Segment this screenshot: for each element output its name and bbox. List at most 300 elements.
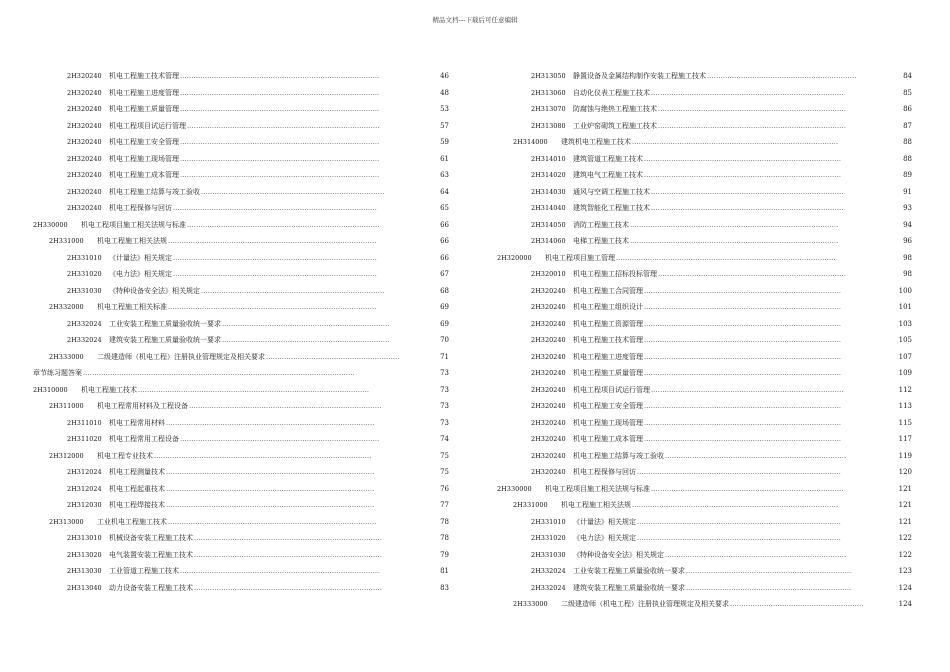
toc-entry-page: 66 — [440, 220, 449, 229]
toc-entry-code: 2H320240 — [531, 352, 566, 361]
toc-entry-page: 73 — [440, 418, 449, 427]
toc-entry-code: 2H320010 — [531, 270, 566, 278]
toc-entry-page: 61 — [440, 154, 449, 163]
toc-entry-title: 静置设备及金属结构制作安装工程施工技术 — [573, 72, 706, 80]
toc-entry-title: 机电工程施工相关法规 — [561, 501, 631, 509]
toc-entry-code: 2H320240 — [531, 303, 566, 311]
toc-entry-title: 机电工程保修与回访 — [573, 468, 636, 476]
toc-entry[interactable] — [497, 497, 912, 514]
toc-entry-code: 2H313020 — [67, 550, 102, 559]
toc-entry-title: 机电工程项目试运行管理 — [573, 385, 650, 394]
toc-entry-code: 2H313060 — [531, 88, 566, 97]
toc-entry-title: 工业安装工程施工质量验收统一要求 — [109, 319, 221, 328]
toc-entry-page: 73 — [440, 385, 449, 394]
toc-entry-code: 2H320240 — [531, 418, 566, 427]
toc-entry[interactable] — [497, 514, 912, 531]
toc-entry-code: 2H332024 — [531, 567, 566, 575]
toc-entry-code: 2H333000 — [49, 352, 84, 361]
toc-entry-page: 109 — [898, 369, 912, 377]
dot-leader: ................................................................................. — [201, 286, 385, 295]
toc-entry-title: 机电工程施工安全管理 — [573, 402, 643, 410]
dot-leader: .......................................................................................... — [173, 253, 377, 262]
toc-entry[interactable] — [33, 514, 449, 531]
toc-entry-page: 119 — [898, 451, 912, 460]
toc-entry[interactable] — [33, 266, 449, 283]
toc-entry-page: 121 — [898, 517, 912, 526]
dot-leader: ........................................................................................ — [180, 138, 380, 146]
toc-entry-page: 78 — [440, 534, 449, 542]
toc-entry-code: 2H320240 — [67, 138, 102, 146]
toc-entry-code: 2H314030 — [531, 187, 566, 196]
dot-leader: ................................................................................................. — [616, 253, 836, 262]
toc-entry[interactable] — [497, 151, 912, 168]
toc-entry[interactable] — [33, 398, 449, 415]
dot-leader: ....................................................................................... — [644, 435, 842, 443]
toc-entry-code: 2H331030 — [531, 550, 566, 559]
toc-entry-page: 93 — [903, 204, 912, 212]
toc-entry-page: 123 — [898, 567, 912, 575]
toc-entry-code: 2H314060 — [531, 237, 566, 245]
dot-leader: ........................................................................................ — [180, 435, 380, 443]
toc-entry-code: 2H332000 — [49, 303, 84, 311]
toc-entry[interactable] — [497, 233, 912, 250]
toc-entry-page: 103 — [898, 319, 912, 328]
toc-entry-title: 机电工程常用工程设备 — [109, 435, 179, 443]
toc-entry[interactable] — [497, 316, 912, 333]
dot-leader: ........................................................................................ — [180, 567, 380, 575]
dot-leader: ....................................................................................... — [644, 154, 842, 163]
dot-leader: ............................................................................................ — [166, 468, 375, 476]
toc-entry-page: 68 — [440, 286, 449, 295]
toc-entry-page: 69 — [440, 319, 449, 328]
toc-entry-title: 机电工程专业技术 — [97, 451, 153, 460]
toc-entry-code: 2H314010 — [531, 154, 566, 163]
toc-entry-title: 《计量法》相关规定 — [573, 517, 636, 526]
toc-entry-page: 64 — [440, 187, 449, 196]
toc-entry-page: 122 — [898, 550, 912, 559]
toc-entry[interactable] — [497, 464, 912, 481]
toc-entry-title: 机电工程施工技术 — [81, 385, 137, 394]
toc-entry-title: 机电工程施工结算与竣工验收 — [109, 187, 200, 196]
toc-entry-title: 机电工程测量技术 — [109, 468, 165, 476]
toc-entry-title: 机电工程施工招标投标管理 — [573, 270, 657, 278]
toc-entry-page: 112 — [898, 385, 912, 394]
dot-leader: ................................................................................... — [194, 534, 383, 542]
dot-leader: ................................................................................ — [665, 550, 847, 559]
toc-entry-code: 2H312030 — [67, 501, 102, 509]
dot-leader: ................................................................................... — [658, 105, 847, 113]
toc-entry-code: 2H320240 — [67, 121, 102, 130]
dot-leader: ....................................................................................... — [644, 303, 842, 311]
toc-entry-title: 建筑机电工程施工技术 — [561, 138, 631, 146]
toc-entry-page: 98 — [903, 253, 912, 262]
toc-entry[interactable] — [497, 596, 912, 613]
dot-leader: ..................................................................................... — [187, 121, 380, 130]
toc-entry[interactable] — [33, 283, 449, 300]
toc-entry-code: 2H313070 — [531, 105, 566, 113]
toc-entry[interactable] — [497, 563, 912, 580]
toc-entry[interactable] — [497, 365, 912, 382]
toc-entry[interactable] — [33, 184, 449, 201]
toc-entry-page: 70 — [440, 336, 449, 344]
toc-entry-code: 2H314020 — [531, 171, 566, 179]
toc-entry-page: 74 — [440, 435, 449, 443]
toc-entry-title: 二级建造师（机电工程）注册执业管理规定及相关要求 — [561, 600, 729, 608]
toc-entry-page: 76 — [440, 484, 449, 493]
toc-entry-page: 83 — [440, 583, 449, 592]
toc-entry-code: 2H332024 — [67, 336, 102, 344]
toc-entry-title: 工业管道工程施工技术 — [109, 567, 179, 575]
toc-entry[interactable] — [33, 200, 449, 217]
dot-leader: .......................................................................................... — [173, 204, 377, 212]
toc-entry-title: 《特种设备安全法》相关规定 — [573, 550, 664, 559]
toc-entry-title: 机电工程施工技术管理 — [573, 336, 643, 344]
dot-leader: ........................................................................................................................ — [83, 369, 355, 377]
toc-entry[interactable] — [497, 134, 912, 151]
toc-entry-code: 2H320240 — [67, 105, 102, 113]
toc-entry-title: 消防工程施工技术 — [573, 220, 629, 229]
toc-entry-title: 《电力法》相关规定 — [109, 270, 172, 278]
toc-entry-code: 2H313040 — [67, 583, 102, 592]
toc-entry[interactable] — [497, 431, 912, 448]
toc-entry-page: 91 — [903, 187, 912, 196]
toc-entry[interactable] — [33, 233, 449, 250]
toc-entry-page: 65 — [440, 204, 449, 212]
toc-entry-page: 46 — [440, 72, 449, 80]
toc-entry-page: 94 — [903, 220, 912, 229]
dot-leader: ........................................................... — [730, 600, 864, 608]
toc-entry-page: 105 — [898, 336, 912, 344]
dot-leader: ......................................................................... — [686, 567, 852, 575]
toc-entry[interactable] — [497, 580, 912, 597]
toc-entry-code: 2H311020 — [67, 435, 102, 443]
toc-entry-page: 73 — [440, 402, 449, 410]
toc-entry[interactable] — [33, 332, 449, 349]
dot-leader: ........................................................... — [266, 352, 400, 361]
dot-leader: ............................................................................................ — [630, 237, 839, 245]
dot-leader: ..................................................................................... — [651, 204, 844, 212]
toc-entry-page: 71 — [440, 352, 449, 361]
toc-entry-code: 2H311000 — [49, 402, 84, 410]
dot-leader: ........................................................................................ — [180, 105, 380, 113]
toc-entry-code: 2H331000 — [513, 501, 548, 509]
dot-leader: ....................................................................................... — [644, 369, 842, 377]
toc-entry[interactable] — [497, 167, 912, 184]
dot-leader: ..................................................................................... — [651, 484, 844, 493]
toc-entry-title: 自动化仪表工程施工技术 — [573, 88, 650, 97]
toc-entry[interactable] — [497, 415, 912, 432]
toc-entry[interactable] — [497, 101, 912, 118]
toc-entry[interactable] — [33, 85, 449, 102]
toc-entry-page: 121 — [898, 501, 912, 509]
toc-entry-code: 2H310000 — [33, 385, 68, 394]
toc-entry-page: 117 — [898, 435, 912, 443]
toc-entry-code: 2H332024 — [67, 319, 102, 328]
toc-entry[interactable] — [497, 250, 912, 267]
toc-entry-title: 建筑安装工程施工质量验收统一要求 — [573, 583, 685, 592]
dot-leader: .......................................................................................... — [173, 270, 377, 278]
toc-entry[interactable] — [33, 316, 449, 333]
dot-leader: ............................................................................................ — [166, 501, 375, 509]
toc-entry-code: 2H313000 — [49, 517, 84, 526]
toc-entry-page: 53 — [440, 105, 449, 113]
toc-entry-title: 通风与空调工程施工技术 — [573, 187, 650, 196]
toc-entry-page: 101 — [898, 303, 912, 311]
toc-entry[interactable] — [497, 398, 912, 415]
toc-entry-page: 75 — [440, 451, 449, 460]
toc-entry-code: 2H320240 — [531, 286, 566, 295]
toc-entry[interactable] — [497, 349, 912, 366]
toc-entry-code: 2H320240 — [67, 72, 102, 80]
toc-entry-title: 工业机电工程施工技术 — [97, 517, 167, 526]
toc-entry-page: 87 — [903, 121, 912, 130]
toc-entry-code: 2H314050 — [531, 220, 566, 229]
toc-entry-title: 机电工程项目施工相关法规与标准 — [81, 220, 186, 229]
toc-entry-code: 2H331010 — [67, 253, 102, 262]
toc-entry-page: 73 — [440, 369, 449, 377]
toc-entry-page: 67 — [440, 270, 449, 278]
dot-leader: ................................................................................... — [658, 121, 847, 130]
toc-entry-title: 动力设备安装工程施工技术 — [109, 583, 193, 592]
toc-entry-page: 66 — [440, 253, 449, 262]
dot-leader: ........................................................................................ — [180, 154, 380, 163]
dot-leader: ...................................................................................................... — [138, 385, 370, 394]
dot-leader: ........................................................................................ — [180, 171, 380, 179]
toc-entry-page: 113 — [898, 402, 912, 410]
toc-entry-code: 2H331030 — [67, 286, 102, 295]
toc-entry-title: 机电工程项目施工管理 — [545, 253, 615, 262]
toc-entry-page: 120 — [898, 468, 912, 476]
toc-entry[interactable] — [497, 448, 912, 465]
toc-entry-page: 81 — [440, 567, 449, 575]
toc-entry[interactable] — [33, 167, 449, 184]
dot-leader: ................................................................................... — [658, 270, 847, 278]
toc-entry-code: 2H312000 — [49, 451, 84, 460]
toc-entry[interactable] — [33, 68, 449, 85]
toc-entry-page: 79 — [440, 550, 449, 559]
toc-entry[interactable] — [33, 481, 449, 498]
toc-entry-title: 建筑安装工程施工质量验收统一要求 — [109, 336, 221, 344]
dot-leader: ........................................................................................ — [180, 88, 380, 97]
toc-entry[interactable] — [33, 563, 449, 580]
dot-leader: ........................................................................................... — [632, 501, 839, 509]
toc-entry[interactable] — [33, 217, 449, 234]
toc-entry-title: 章节练习题答案 — [33, 369, 82, 377]
toc-entry-code: 2H313030 — [67, 567, 102, 575]
toc-entry[interactable] — [497, 118, 912, 135]
toc-entry-page: 122 — [898, 534, 912, 542]
dot-leader: ................................................................................... — [194, 550, 383, 559]
toc-entry-code: 2H330000 — [33, 220, 68, 229]
toc-entry[interactable] — [33, 431, 449, 448]
toc-column-right — [497, 68, 912, 613]
toc-entry-page: 100 — [898, 286, 912, 295]
toc-entry-title: 机电工程常用材料 — [109, 418, 165, 427]
dot-leader: ..................................................................................... — [189, 402, 382, 410]
dot-leader: .......................................................................... — [222, 336, 390, 344]
dot-leader: ................................................................................ — [665, 451, 847, 460]
dot-leader: ............................................................................................ — [168, 517, 377, 526]
dot-leader: ..................................................................................... — [651, 385, 844, 394]
toc-entry-title: 机电工程项目施工相关法规与标准 — [545, 484, 650, 493]
toc-entry-title: 机电工程常用材料及工程设备 — [97, 402, 188, 410]
toc-entry[interactable] — [33, 299, 449, 316]
toc-entry-page: 121 — [898, 484, 912, 493]
toc-entry-code: 2H320240 — [531, 435, 566, 443]
toc-entry-title: 机电工程施工成本管理 — [109, 171, 179, 179]
toc-entry[interactable] — [497, 200, 912, 217]
toc-entry-page: 115 — [898, 418, 912, 427]
toc-entry-title: 机电工程施工组织设计 — [573, 303, 643, 311]
toc-entry-page: 59 — [440, 138, 449, 146]
toc-entry-code: 2H330000 — [497, 484, 532, 493]
toc-entry-code: 2H313050 — [531, 72, 566, 80]
toc-entry-page: 107 — [898, 352, 912, 361]
toc-entry-code: 2H331000 — [49, 237, 84, 245]
toc-entry-title: 机电工程施工相关法规 — [97, 237, 167, 245]
toc-entry[interactable] — [33, 448, 449, 465]
toc-entry-title: 机电工程施工现场管理 — [573, 418, 643, 427]
toc-entry[interactable] — [33, 151, 449, 168]
toc-entry-title: 建筑电气工程施工技术 — [573, 171, 643, 179]
toc-entry-code: 2H320240 — [531, 319, 566, 328]
toc-entry[interactable] — [33, 134, 449, 151]
toc-entry-title: 工业安装工程施工质量验收统一要求 — [573, 567, 685, 575]
toc-entry-code: 2H320240 — [531, 468, 566, 476]
toc-entry-title: 机电工程施工相关标准 — [97, 303, 167, 311]
toc-entry-page: 88 — [903, 154, 912, 163]
toc-entry[interactable] — [33, 547, 449, 564]
toc-entry[interactable] — [497, 382, 912, 399]
toc-entry[interactable] — [33, 118, 449, 135]
toc-entry-page: 84 — [903, 72, 912, 80]
toc-entry[interactable] — [497, 332, 912, 349]
toc-entry-code: 2H313080 — [531, 121, 566, 130]
dot-leader: ........................................................................................ — [180, 72, 380, 80]
toc-entry-page: 124 — [898, 583, 912, 592]
toc-entry[interactable] — [33, 530, 449, 547]
toc-entry[interactable] — [33, 415, 449, 432]
toc-entry-code: 2H320240 — [67, 154, 102, 163]
toc-entry-title: 机电工程施工资源管理 — [573, 319, 643, 328]
toc-entry[interactable] — [497, 184, 912, 201]
toc-entry-code: 2H314000 — [513, 138, 548, 146]
toc-entry-title: 二级建造师（机电工程）注册执业管理规定及相关要求 — [97, 352, 265, 361]
toc-entry[interactable] — [497, 299, 912, 316]
toc-entry-code: 2H320240 — [531, 336, 566, 344]
toc-entry-page: 69 — [440, 303, 449, 311]
toc-entry[interactable] — [33, 497, 449, 514]
toc-entry-page: 63 — [440, 171, 449, 179]
toc-entry[interactable] — [497, 283, 912, 300]
toc-column-left — [33, 68, 449, 596]
toc-entry-page: 86 — [903, 105, 912, 113]
toc-entry[interactable] — [33, 365, 449, 382]
toc-entry-title: 建筑智能化工程施工技术 — [573, 204, 650, 212]
toc-entry-title: 机电工程项目试运行管理 — [109, 121, 186, 130]
toc-entry-code: 2H320240 — [531, 385, 566, 394]
toc-entry-page: 89 — [903, 171, 912, 179]
toc-entry-code: 2H314040 — [531, 204, 566, 212]
dot-leader: ................................................................................. — [201, 187, 385, 196]
toc-entry-code: 2H320240 — [531, 402, 566, 410]
dot-leader: ..................................................................................... — [651, 88, 844, 97]
toc-entry-code: 2H320240 — [531, 369, 566, 377]
toc-entry-code: 2H312024 — [67, 484, 102, 493]
dot-leader: ............................................................................................ — [166, 484, 375, 493]
dot-leader: ............................................................................................ — [630, 220, 839, 229]
toc-entry[interactable] — [33, 250, 449, 267]
toc-entry-title: 机电工程施工质量管理 — [573, 369, 643, 377]
toc-entry-page: 66 — [440, 237, 449, 245]
toc-entry-code: 2H320240 — [67, 187, 102, 196]
toc-entry-title: 电气装置安装工程施工技术 — [109, 550, 193, 559]
toc-entry-page: 98 — [903, 270, 912, 278]
toc-entry[interactable] — [497, 530, 912, 547]
dot-leader: ....................................................................................... — [644, 352, 842, 361]
toc-entry-code: 2H331010 — [531, 517, 566, 526]
dot-leader: .................................................................. — [707, 72, 857, 80]
dot-leader: ............................................................................................ — [168, 303, 377, 311]
toc-entry-page: 124 — [898, 600, 912, 608]
toc-entry-title: 电梯工程施工技术 — [573, 237, 629, 245]
toc-entry-title: 《电力法》相关规定 — [573, 534, 636, 542]
dot-leader: .......................................................................... — [222, 319, 390, 328]
toc-entry-page: 57 — [440, 121, 449, 130]
toc-entry[interactable] — [497, 68, 912, 85]
toc-entry-title: 机电工程施工现场管理 — [109, 154, 179, 163]
dot-leader: ....................................................................................... — [644, 171, 842, 179]
toc-entry-code: 2H320240 — [67, 171, 102, 179]
toc-entry[interactable] — [33, 382, 449, 399]
toc-entry-code: 2H320000 — [497, 253, 532, 262]
toc-entry-title: 机电工程施工结算与竣工验收 — [573, 451, 664, 460]
dot-leader: .......................................................................................... — [637, 517, 841, 526]
toc-entry[interactable] — [497, 217, 912, 234]
toc-entry-title: 机电工程施工安全管理 — [109, 138, 179, 146]
page-header: 精品文档---下载后可任意编辑 — [432, 16, 518, 24]
toc-entry-title: 机电工程保修与回访 — [109, 204, 172, 212]
toc-entry-title: 机电工程施工进度管理 — [109, 88, 179, 97]
dot-leader: ....................................................................................... — [644, 418, 842, 427]
toc-entry-code: 2H320240 — [67, 204, 102, 212]
dot-leader: .......................................................................................... — [637, 534, 841, 542]
dot-leader: ....................................................................................... — [644, 402, 842, 410]
toc-entry-code: 2H320240 — [531, 451, 566, 460]
dot-leader: ....................................................................................... — [644, 286, 842, 295]
dot-leader: ............................................................................................ — [166, 418, 375, 427]
toc-entry-page: 85 — [903, 88, 912, 97]
dot-leader: ..................................................................................... — [651, 187, 844, 196]
toc-entry-code: 2H331020 — [531, 534, 566, 542]
toc-entry-title: 建筑管道工程施工技术 — [573, 154, 643, 163]
toc-entry[interactable] — [33, 464, 449, 481]
toc-entry-page: 96 — [903, 237, 912, 245]
toc-entry-title: 机电工程施工合同管理 — [573, 286, 643, 295]
toc-entry-title: 工业炉窑砌筑工程施工技术 — [573, 121, 657, 130]
toc-entry-code: 2H311010 — [67, 418, 102, 427]
toc-entry[interactable] — [33, 101, 449, 118]
toc-entry[interactable] — [497, 481, 912, 498]
toc-entry[interactable] — [497, 547, 912, 564]
toc-entry-page: 75 — [440, 468, 449, 476]
toc-entry-code: 2H313010 — [67, 534, 102, 542]
toc-entry[interactable] — [497, 266, 912, 283]
toc-entry-title: 机电工程施工技术管理 — [109, 72, 179, 80]
toc-entry[interactable] — [33, 349, 449, 366]
toc-entry[interactable] — [497, 85, 912, 102]
toc-entry[interactable] — [33, 580, 449, 597]
